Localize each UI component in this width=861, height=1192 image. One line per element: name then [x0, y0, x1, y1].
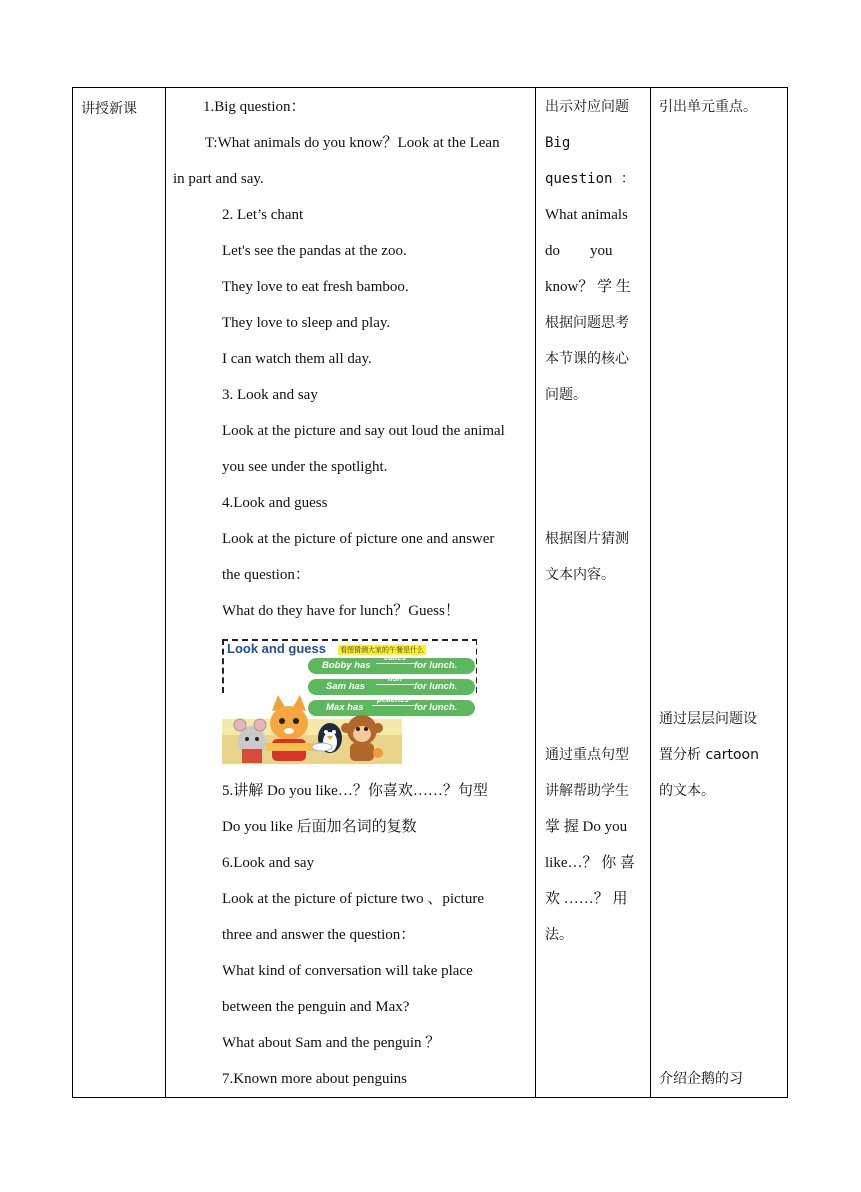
content-line: I can watch them all day.: [222, 351, 372, 367]
look-and-guess-image: [222, 639, 477, 764]
activity-line: 法。: [545, 927, 573, 943]
strip-subject: Bobby has: [322, 660, 371, 671]
activity-line: 通过重点句型: [545, 747, 629, 763]
activity-line: do you: [545, 243, 613, 259]
lesson-table: [72, 87, 788, 1098]
image-title: Look and guess: [227, 641, 326, 656]
activity-line: 文本内容。: [545, 567, 615, 583]
cartoon-illustration: [222, 639, 477, 764]
activity-line: 本节课的核心: [545, 351, 629, 367]
activity-line: question ：: [545, 171, 635, 187]
content-line: Look at the picture and say out loud the animal: [222, 423, 505, 439]
strip-subject: Max has: [326, 702, 364, 713]
activity-line: 欢 ……？ 用: [545, 891, 628, 907]
content-line: Let's see the pandas at the zoo.: [222, 243, 407, 259]
content-line: What kind of conversation will take place: [222, 963, 473, 979]
intent-line: 介绍企鹅的习: [659, 1071, 743, 1087]
strip-answer: fish: [376, 674, 414, 685]
strip-answer: cakes: [376, 653, 414, 664]
content-line: between the penguin and Max?: [222, 999, 410, 1015]
activity-line: 讲解帮助学生: [545, 783, 629, 799]
intent-line: 置分析 cartoon: [659, 747, 759, 763]
stage-label: 讲授新课: [81, 101, 137, 117]
content-line: in part and say.: [173, 171, 264, 187]
strip-tail: for lunch.: [414, 702, 458, 713]
content-line: you see under the spotlight.: [222, 459, 388, 475]
content-line: Look at the picture of picture one and answer: [222, 531, 495, 547]
strip-tail: for lunch.: [414, 681, 458, 692]
activity-line: 根据图片猜测: [545, 531, 629, 547]
strip-subject: Sam has: [326, 681, 366, 692]
activity-line: know？ 学 生: [545, 279, 631, 295]
activity-line: 出示对应问题: [545, 99, 629, 115]
content-line: What about Sam and the penguin ？: [222, 1035, 441, 1051]
strip-tail: for lunch.: [414, 660, 458, 671]
content-line: Look at the picture of picture two 、picture: [222, 891, 484, 907]
intent-line: 引出单元重点。: [659, 99, 757, 115]
activity-line: What animals: [545, 207, 628, 223]
content-line: T:What animals do you know？Look at the Lean: [205, 135, 500, 151]
content-line: the question：: [222, 567, 310, 583]
activity-line: like…？ 你 喜: [545, 855, 635, 871]
intent-line: 通过层层问题设: [659, 711, 757, 727]
content-line: 7.Known more about penguins: [222, 1071, 407, 1087]
activity-line: Big: [545, 135, 571, 151]
content-line: three and answer the question：: [222, 927, 416, 943]
content-line: 5.讲解 Do you like…？你喜欢……？句型: [222, 783, 488, 799]
strip-answer: peaches: [372, 695, 414, 706]
content-line: 1.Big question：: [203, 99, 306, 115]
content-line: They love to sleep and play.: [222, 315, 391, 331]
content-line: Do you like 后面加名词的复数: [222, 819, 417, 835]
content-line: 3. Look and say: [222, 387, 318, 403]
intent-line: 的文本。: [659, 783, 715, 799]
image-subtitle: 看图猜测大家的午餐是什么: [340, 646, 424, 654]
activity-line: 问题。: [545, 387, 587, 403]
activity-line: 根据问题思考: [545, 315, 629, 331]
content-line: 6.Look and say: [222, 855, 315, 871]
column-divider: [535, 88, 536, 1097]
activity-line: 掌 握 Do you: [545, 819, 628, 835]
content-line: 2. Let’s chant: [222, 207, 304, 223]
column-divider: [165, 88, 166, 1097]
content-line: 4.Look and guess: [222, 495, 328, 511]
content-line: What do they have for lunch？Guess！: [222, 603, 460, 619]
column-divider: [650, 88, 651, 1097]
content-line: They love to eat fresh bamboo.: [222, 279, 409, 295]
